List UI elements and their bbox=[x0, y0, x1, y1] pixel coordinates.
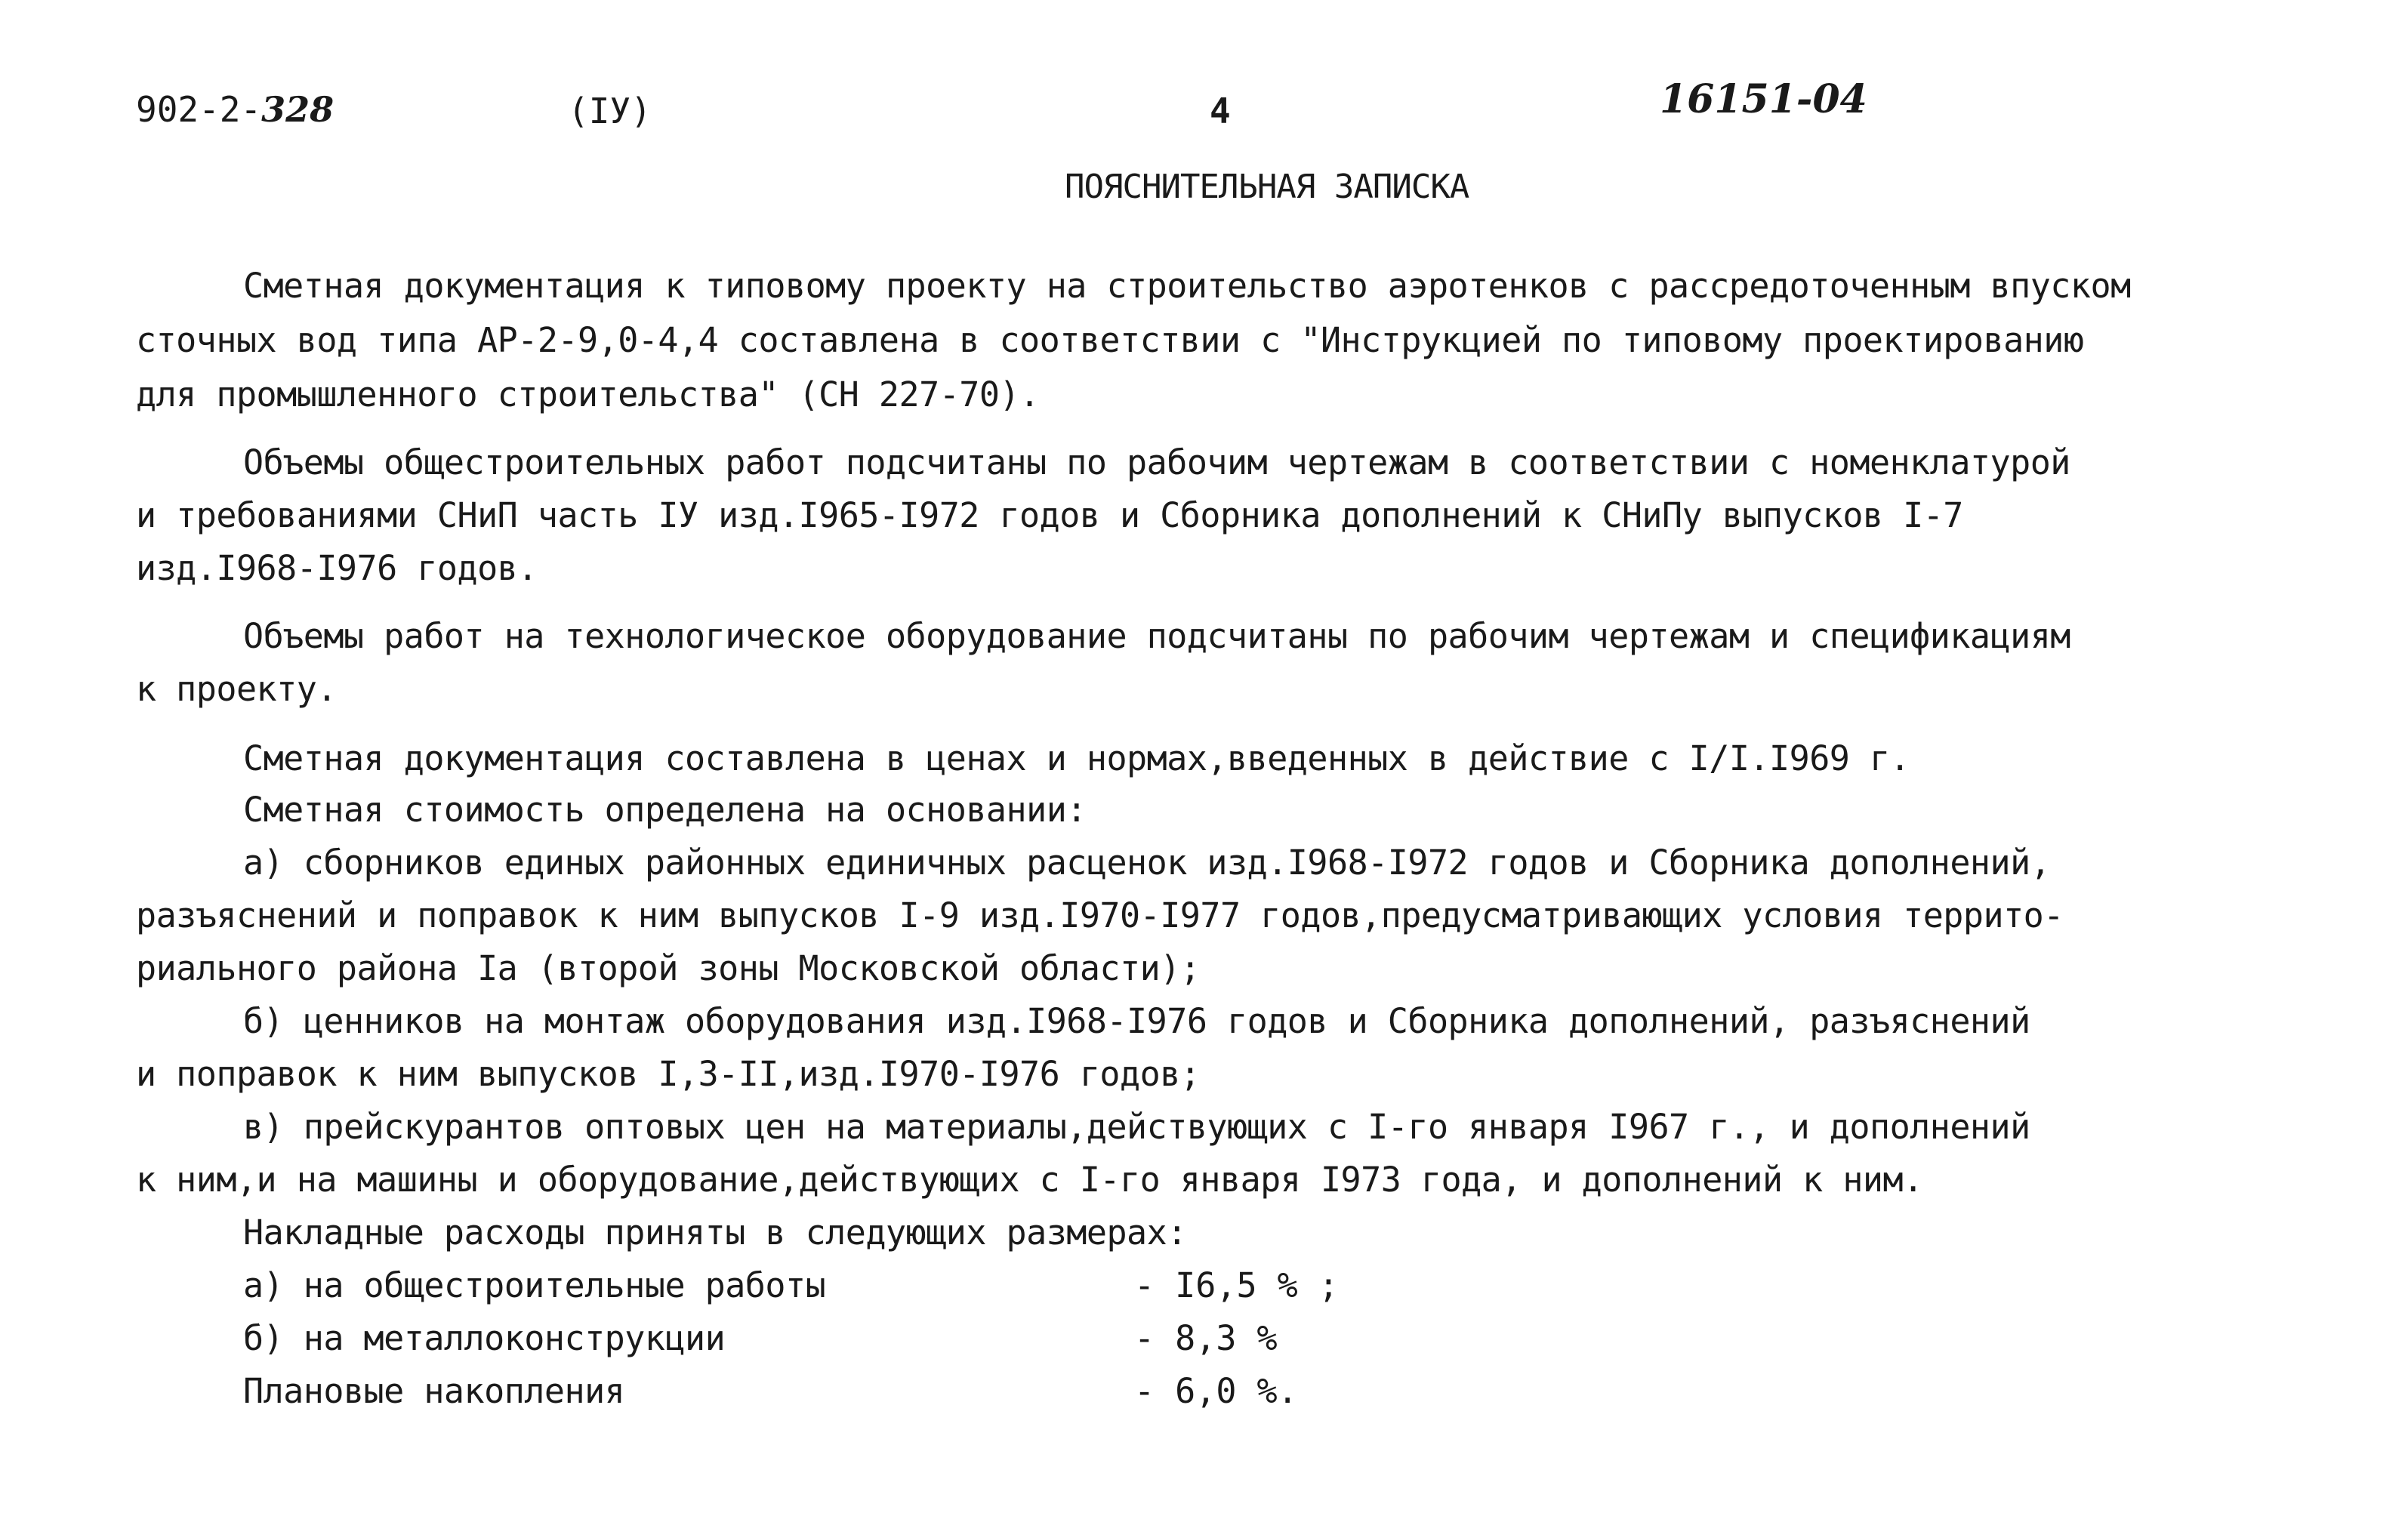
inventory-number-handwritten: 16151-04 bbox=[1660, 76, 1867, 122]
item-a-line1: а) сборников единых районных единичных расценок изд.I968-I972 годов и Сборника дополнений, bbox=[243, 843, 2051, 883]
item-a-line2: разъяснений и поправок к ним выпусков I-9 изд.I970-I977 годов,предусматривающих условия террито- bbox=[136, 895, 2064, 935]
item-c-line2: к ним,и на машины и оборудование,действующих с I-го января I973 года, и дополнений к ним. bbox=[136, 1160, 1923, 1200]
item-b-line2: и поправок к ним выпусков I,3-II,изд.I970-I976 годов; bbox=[136, 1054, 1201, 1094]
overhead-intro: Накладные расходы приняты в следующих размерах: bbox=[243, 1212, 1187, 1253]
volume-label: (IУ) bbox=[568, 91, 652, 131]
rate-value-planned: - 6,0 %. bbox=[1134, 1371, 1298, 1411]
rate-value-metal: - 8,3 % bbox=[1134, 1318, 1278, 1358]
rate-label-general: а) на общестроительные работы bbox=[243, 1265, 826, 1305]
doc-code bbox=[136, 89, 335, 130]
para1-line2: сточных вод типа АР-2-9,0-4,4 составлена в соответствии с "Инструкцией по типовому проектированию bbox=[136, 320, 2084, 360]
item-a-line3: риального района Iа (второй зоны Московской области); bbox=[136, 948, 1201, 988]
rate-label-planned: Плановые накопления bbox=[243, 1371, 625, 1411]
doc-code-handwritten: 328 bbox=[261, 89, 335, 130]
item-c-line1: в) прейскурантов оптовых цен на материалы,действующих с I-го января I967 г., и дополнений bbox=[243, 1107, 2030, 1147]
para3-line1: Объемы работ на технологическое оборудование подсчитаны по рабочим чертежам и спецификациям bbox=[243, 616, 2070, 656]
para2-line2: и требованиями СНиП часть IУ изд.I965-I972 годов и Сборника дополнений к СНиПу выпусков I-7 bbox=[136, 495, 1963, 535]
item-b-line1: б) ценников на монтаж оборудования изд.I968-I976 годов и Сборника дополнений, разъяснений bbox=[243, 1001, 2030, 1041]
rate-value-general: - I6,5 % ; bbox=[1134, 1265, 1339, 1305]
para5-line1: Сметная стоимость определена на основании: bbox=[243, 790, 1087, 830]
para1-line1: Сметная документация к типовому проекту на строительство аэротенков с рассредоточенным впуском bbox=[243, 266, 2131, 306]
para2-line1: Объемы общестроительных работ подсчитаны по рабочим чертежам в соответствии с номенклатурой bbox=[243, 442, 2070, 482]
para4-line1: Сметная документация составлена в ценах и нормах,введенных в действие с I/I.I969 г. bbox=[243, 738, 1910, 778]
page-number: 4 bbox=[1210, 91, 1231, 131]
para1-line3: для промышленного строительства" (СН 227-70). bbox=[136, 374, 1040, 414]
doc-code-prefix: 902-2- bbox=[136, 89, 262, 130]
para3-line2: к проекту. bbox=[136, 669, 337, 709]
title-text: ПОЯСНИТЕЛЬНАЯ ЗАПИСКА bbox=[1065, 168, 1469, 206]
para2-line3: изд.I968-I976 годов. bbox=[136, 548, 538, 588]
rate-label-metal: б) на металлоконструкции bbox=[243, 1318, 726, 1358]
